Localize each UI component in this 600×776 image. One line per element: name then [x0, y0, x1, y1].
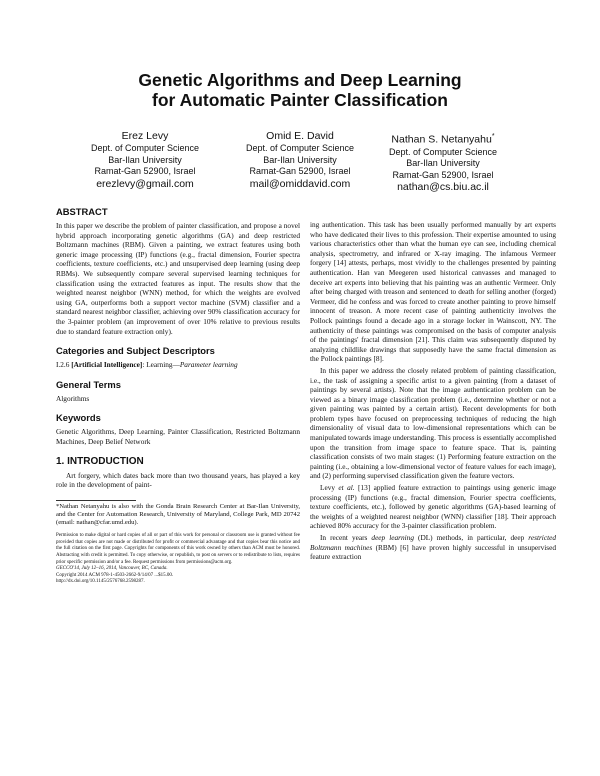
- intro-paragraph-2: In this paper we address the closely related problem of painting classification, i.e., the task of assigning a specific artist to a given painting (from a dataset of paintings by several artists). Note that the image authentication problem can be viewed as a binary image classification problem (i.e., determine whether or not a given painting was painted by a certain artist). Recent developments for both problem types have focused on preprocessing techniques of reducing the high dimensionality of visual data to low-dimensional representations which can be manipulated towards image understanding. This process is essentially accomplished upon the transition from image space to feature space. That is, painting classification consists of two main stages: (1) Performing feature extraction on the painting (i.e., obtaining a low-dimensional vector of feature values for each image), and (2) performing supervised classification given the feature vectors.: [310, 365, 556, 481]
- author-email: erezlevy@gmail.com: [96, 177, 194, 190]
- author-dept: Dept. of Computer Science: [245, 143, 355, 153]
- categories-heading: Categories and Subject Descriptors: [56, 345, 215, 357]
- intro-paragraph-1-cont: ing authentication. This task has been usually performed manually by art experts who have dedicated their lives to this profession. Their expertise amounted to using various characteristics other than what the human eye can see, including chemical analysis, spectrometry, and infrared or X-ray imaging. The infamous Vermeer forgery [14] attests, perhaps, most vividly to the challenges presented by painting authentication. Han van Meegeren used historical canvasses and managed to deceive art experts into believing that his painting was an authentic Vermeer. Only after being charged with treason and sentenced to death for selling another (forged) Vermeer, did he confess and was forced to create another painting to prove himself innocent of treason. A more recent case of painting authenticity involves the Pollock paintings found a decade ago in a storage locker in Wainscott, NY. The authenticity of these paintings was compromised on the basis of computer analysis of the paintings' fractal dimension [21]. This claim was subsequently disputed by analyzing childlike drawings that supposedly have the same fractal dimension as the Pollock paintings [8].: [310, 220, 556, 364]
- keywords-heading: Keywords: [56, 412, 101, 424]
- left-column: [56, 206, 300, 586]
- copyright-text: Copyright 2014 ACM 978-1-4503-2662-9/14/07 ...$15.00.: [56, 572, 174, 578]
- author-dept: Dept. of Computer Science: [90, 143, 200, 153]
- paper-title: [0, 70, 600, 110]
- author-block-3: [368, 130, 518, 194]
- intro-paragraph-3: Levy et al. [13] applied feature extraction to paintings using generic image processing (IP) functions (e.g., fractal dimension, Fourier spectra coefficients, texture coefficients, etc.), followed by genetic algorithms (GA)-based learning of the weights of a weighted nearest neighbor (WNN) classifier [18]. Their approach achieved 80% accuracy for the 3-painter classification problem.: [310, 483, 556, 531]
- abstract-heading: ABSTRACT: [56, 206, 108, 217]
- author-block-1: [70, 130, 220, 191]
- author-email: nathan@cs.biu.ac.il: [397, 181, 489, 193]
- intro-paragraph-4: In recent years deep learning (DL) methods, in particular, deep restricted Boltzmann machines (RBM) [6] have proven highly successful in unsupervised feature extraction: [310, 533, 556, 562]
- keywords-text: Genetic Algorithms, Deep Learning, Painter Classification, Restricted Boltzmann Machines, Deep Belief Network: [56, 427, 300, 446]
- author-email: mail@omiddavid.com: [249, 177, 351, 190]
- author-dept: Dept. of Computer Science: [388, 146, 498, 157]
- general-terms-text: Algorithms: [56, 393, 90, 403]
- introduction-heading: 1. INTRODUCTION: [56, 455, 144, 467]
- abstract-text: In this paper we describe the problem of painter classification, and propose a novel hybrid approach incorporating genetic algorithms (GA) and deep restricted Boltzmann machines (RBM). Given a painting, we extract features using both generic image processing (IP) functions (e.g., fractal dimension, Fourier spectra coefficients, texture coefficients, etc.) and unsupervised deep learning (using deep RBMs). We subsequently compare several supervised learning techniques for classification using the extracted features as input. The results show that the weighted nearest neighbor (WNN) method, for which the weights are evolved using GA, outperforms both a support vector machine (SVM) classifier and a standard nearest neighbor classifier, achieving over 90% classification accuracy for the 3-painter problem (an improvement of over 10% relative to previous results due to standard feature extraction only).: [56, 221, 300, 336]
- author-addr: Ramat-Gan 52900, Israel: [94, 166, 196, 176]
- author-univ: Bar-Ilan University: [108, 154, 182, 165]
- right-column: [310, 220, 556, 562]
- author-addr: Ramat-Gan 52900, Israel: [392, 169, 494, 180]
- intro-paragraph-1-start: Art forgery, which dates back more than two thousand years, has played a key role in the development of paint-: [56, 470, 300, 490]
- author-name: Erez Levy: [121, 130, 169, 142]
- doi-text: http://dx.doi.org/10.1145/2576768.2598287.: [56, 579, 145, 585]
- author-addr: Ramat-Gan 52900, Israel: [249, 166, 351, 176]
- author-footnote-mark: *: [491, 133, 495, 140]
- permission-block: [56, 533, 300, 586]
- author-univ: Bar-Ilan University: [263, 154, 337, 165]
- permission-text: Permission to make digital or hard copies of all or part of this work for personal or classroom use is granted without fee provided that copies are not made or distributed for profit or commercial advantage and that copies bear this notice and the full citation on the first page. Copyrights for components of this work owned by others than ACM must be honored. Abstracting with credit is permitted. To copy otherwise, or republish, to post on servers or to redistribute to lists, requires prior specific permission and/or a fee. Request permissions from permissions@acm.org.: [56, 533, 300, 565]
- footnote-divider: [56, 500, 136, 501]
- title-line-2: for Automatic Painter Classification: [152, 90, 448, 110]
- title-line-1: Genetic Algorithms and Deep Learning: [138, 70, 462, 90]
- author-univ: Bar-Ilan University: [406, 158, 480, 168]
- general-terms-heading: General Terms: [56, 378, 121, 390]
- author-footnote: *Nathan Netanyahu is also with the Gonda Brain Research Center at Bar-Ilan University, and the Center for Automation Research, University of Maryland, College Park, MD 20742 (email: nathan@cfar.umd.edu).: [56, 502, 300, 527]
- author-name: Nathan S. Netanyahu*: [391, 133, 495, 146]
- author-name: Omid E. David: [266, 130, 334, 142]
- venue-text: GECCO'14, July 12–16, 2014, Vancouver, BC, Canada.: [56, 566, 168, 572]
- author-block-2: [225, 130, 375, 191]
- categories-text: I.2.6 [Artificial Intelligence]: Learning—Parameter learning: [56, 360, 238, 370]
